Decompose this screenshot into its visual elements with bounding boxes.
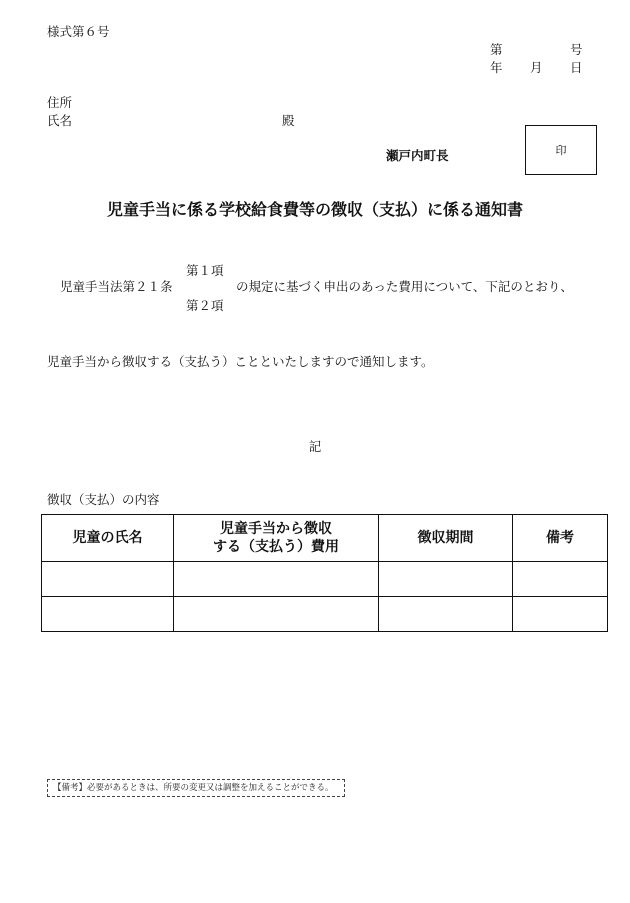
- date-month: 月: [530, 60, 543, 75]
- law-reference: 児童手当法第２１条: [60, 279, 173, 294]
- date-year: 年: [490, 60, 503, 75]
- law-reference-continued: の規定に基づく申出のあった費用について、下記のとおり、: [236, 279, 573, 294]
- cell-period[interactable]: [379, 597, 513, 632]
- header-fee-line2: する（支払う）費用: [213, 539, 339, 555]
- document-number-prefix: 第: [490, 42, 503, 57]
- sender-title: 瀬戸内町長: [386, 148, 449, 163]
- remarks-note: 【備考】必要があるときは、所要の変更又は調整を加えることができる。: [47, 779, 345, 797]
- content-label: 徴収（支払）の内容: [47, 492, 160, 507]
- header-fee: [174, 515, 379, 562]
- collection-table: [41, 514, 608, 632]
- header-period: 徴収期間: [379, 515, 513, 562]
- seal-box: [525, 125, 597, 175]
- header-child-name: 児童の氏名: [42, 515, 174, 562]
- cell-period[interactable]: [379, 562, 513, 597]
- document-number-suffix: 号: [570, 42, 583, 57]
- notice-text: 児童手当から徴収する（支払う）ことといたしますので通知します。: [47, 354, 434, 369]
- cell-remarks[interactable]: [513, 597, 608, 632]
- law-item-2: 第２項: [186, 298, 224, 313]
- header-remarks: 備考: [513, 515, 608, 562]
- form-id: 様式第６号: [47, 24, 110, 39]
- table-row: [42, 562, 608, 597]
- cell-child-name[interactable]: [42, 597, 174, 632]
- address-label: 住所: [47, 95, 73, 110]
- document-title: 児童手当に係る学校給食費等の徴収（支払）に係る通知書: [106, 200, 523, 219]
- header-fee-line1: 児童手当から徴収: [220, 521, 332, 537]
- law-item-1: 第１項: [186, 263, 224, 278]
- seal-label: 印: [555, 144, 567, 157]
- honorific: 殿: [282, 113, 295, 128]
- cell-fee[interactable]: [174, 562, 379, 597]
- cell-fee[interactable]: [174, 597, 379, 632]
- table-row: [42, 597, 608, 632]
- date-day: 日: [570, 60, 583, 75]
- cell-child-name[interactable]: [42, 562, 174, 597]
- table-header-row: [42, 515, 608, 562]
- name-label: 氏名: [47, 113, 73, 128]
- ki-heading: 記: [308, 439, 322, 454]
- cell-remarks[interactable]: [513, 562, 608, 597]
